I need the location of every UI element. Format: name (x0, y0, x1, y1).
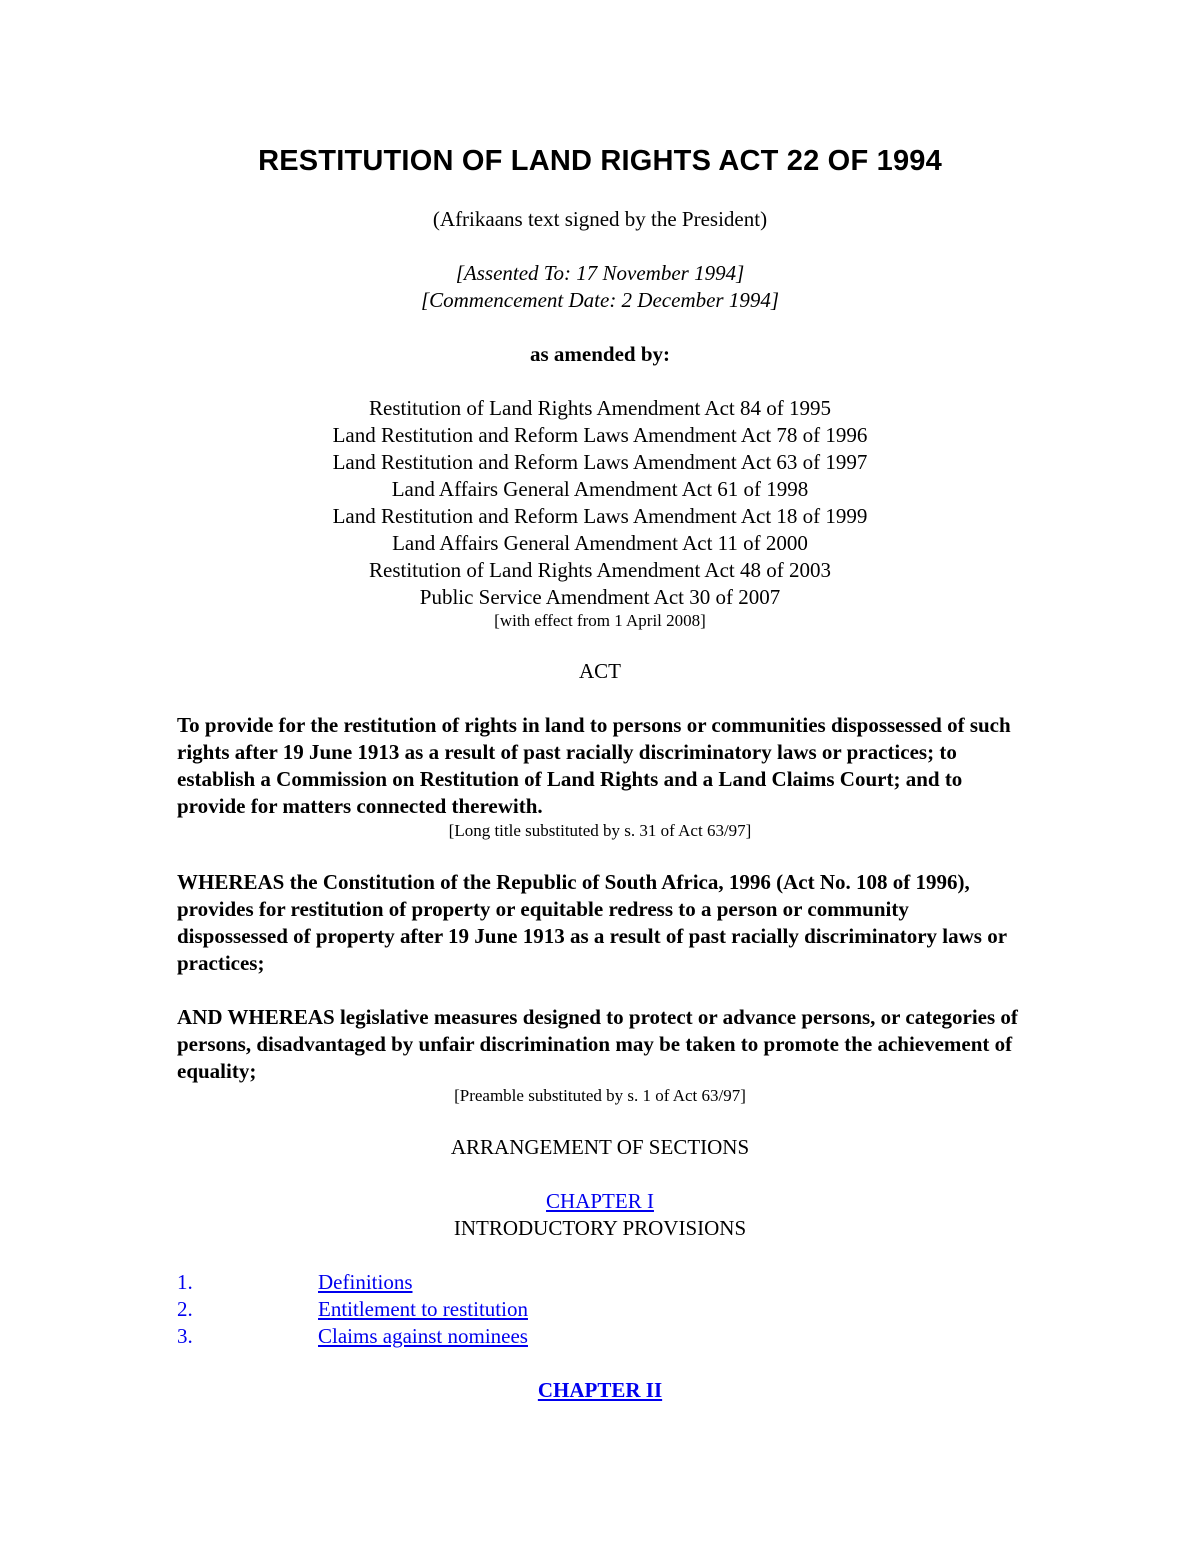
section-number: 2. (177, 1297, 193, 1321)
chapter-2-link[interactable]: CHAPTER II (537, 1378, 663, 1402)
preamble-note: [Preamble substituted by s. 1 of Act 63/97] (454, 1086, 746, 1105)
amendment-item: Restitution of Land Rights Amendment Act 84 of 1995 (369, 396, 831, 420)
arrangement-heading: ARRANGEMENT OF SECTIONS (450, 1135, 750, 1159)
amendment-item: Restitution of Land Rights Amendment Act 48 of 2003 (369, 558, 831, 582)
effect-note: [with effect from 1 April 2008] (494, 611, 706, 630)
amendment-item: Land Affairs General Amendment Act 11 of 2000 (392, 531, 808, 555)
chapter-1-block (177, 1188, 1023, 1242)
long-title: To provide for the restitution of rights in land to persons or communities dispossessed of such rights after 19 June 1913 as a result of past racially discriminatory laws or practices; to establish a Commission on Restitution of Land Rights and a Land Claims Court; and to provide for matters connected therewith. (177, 713, 1011, 818)
act-heading: ACT (579, 659, 621, 683)
chapter-1-link[interactable]: CHAPTER I (546, 1189, 654, 1213)
act-title: RESTITUTION OF LAND RIGHTS ACT 22 OF 1994 (258, 145, 942, 177)
section-title: Claims against nominees (318, 1324, 528, 1348)
amendment-item: Land Affairs General Amendment Act 61 of 1998 (391, 477, 809, 501)
preamble-paragraph-1: WHEREAS the Constitution of the Republic of South Africa, 1996 (Act No. 108 of 1996), provides for restitution of property or equitable redress to a person or community dispossessed of property after 19 June 1913 as a result of past racially discriminatory laws or practices; (177, 870, 1007, 975)
section-title: Definitions (318, 1270, 413, 1294)
long-title-note: [Long title substituted by s. 31 of Act 63/97] (448, 821, 752, 840)
section-number: 1. (177, 1270, 193, 1294)
commencement-date: [Commencement Date: 2 December 1994] (420, 288, 780, 312)
section-number: 3. (177, 1324, 193, 1348)
preamble-paragraph-2: AND WHEREAS legislative measures designed to protect or advance persons, or categories of persons, disadvantaged by unfair discrimination may be taken to promote the achievement of equality; (177, 1005, 1018, 1083)
section-link-entitlement[interactable] (177, 1296, 557, 1323)
chapter-1-title: INTRODUCTORY PROVISIONS (453, 1216, 747, 1240)
amendment-item: Land Restitution and Reform Laws Amendment Act 18 of 1999 (332, 504, 868, 528)
amendment-list (177, 395, 1023, 630)
date-block (177, 260, 1023, 314)
afrikaans-note: (Afrikaans text signed by the President) (432, 207, 768, 231)
section-link-definitions[interactable] (177, 1269, 557, 1296)
section-link-nominees[interactable] (177, 1323, 557, 1350)
chapter-1-section-list (177, 1269, 1023, 1350)
chapter-2-block (177, 1377, 1023, 1404)
section-title: Entitlement to restitution (318, 1297, 528, 1321)
amended-by-heading: as amended by: (529, 342, 671, 366)
document-content (177, 138, 1023, 1404)
amendment-item: Land Restitution and Reform Laws Amendment Act 63 of 1997 (332, 450, 868, 474)
amendment-item: Land Restitution and Reform Laws Amendment Act 78 of 1996 (332, 423, 868, 447)
amendment-item: Public Service Amendment Act 30 of 2007 (419, 585, 781, 609)
assented-date: [Assented To: 17 November 1994] (455, 261, 745, 285)
